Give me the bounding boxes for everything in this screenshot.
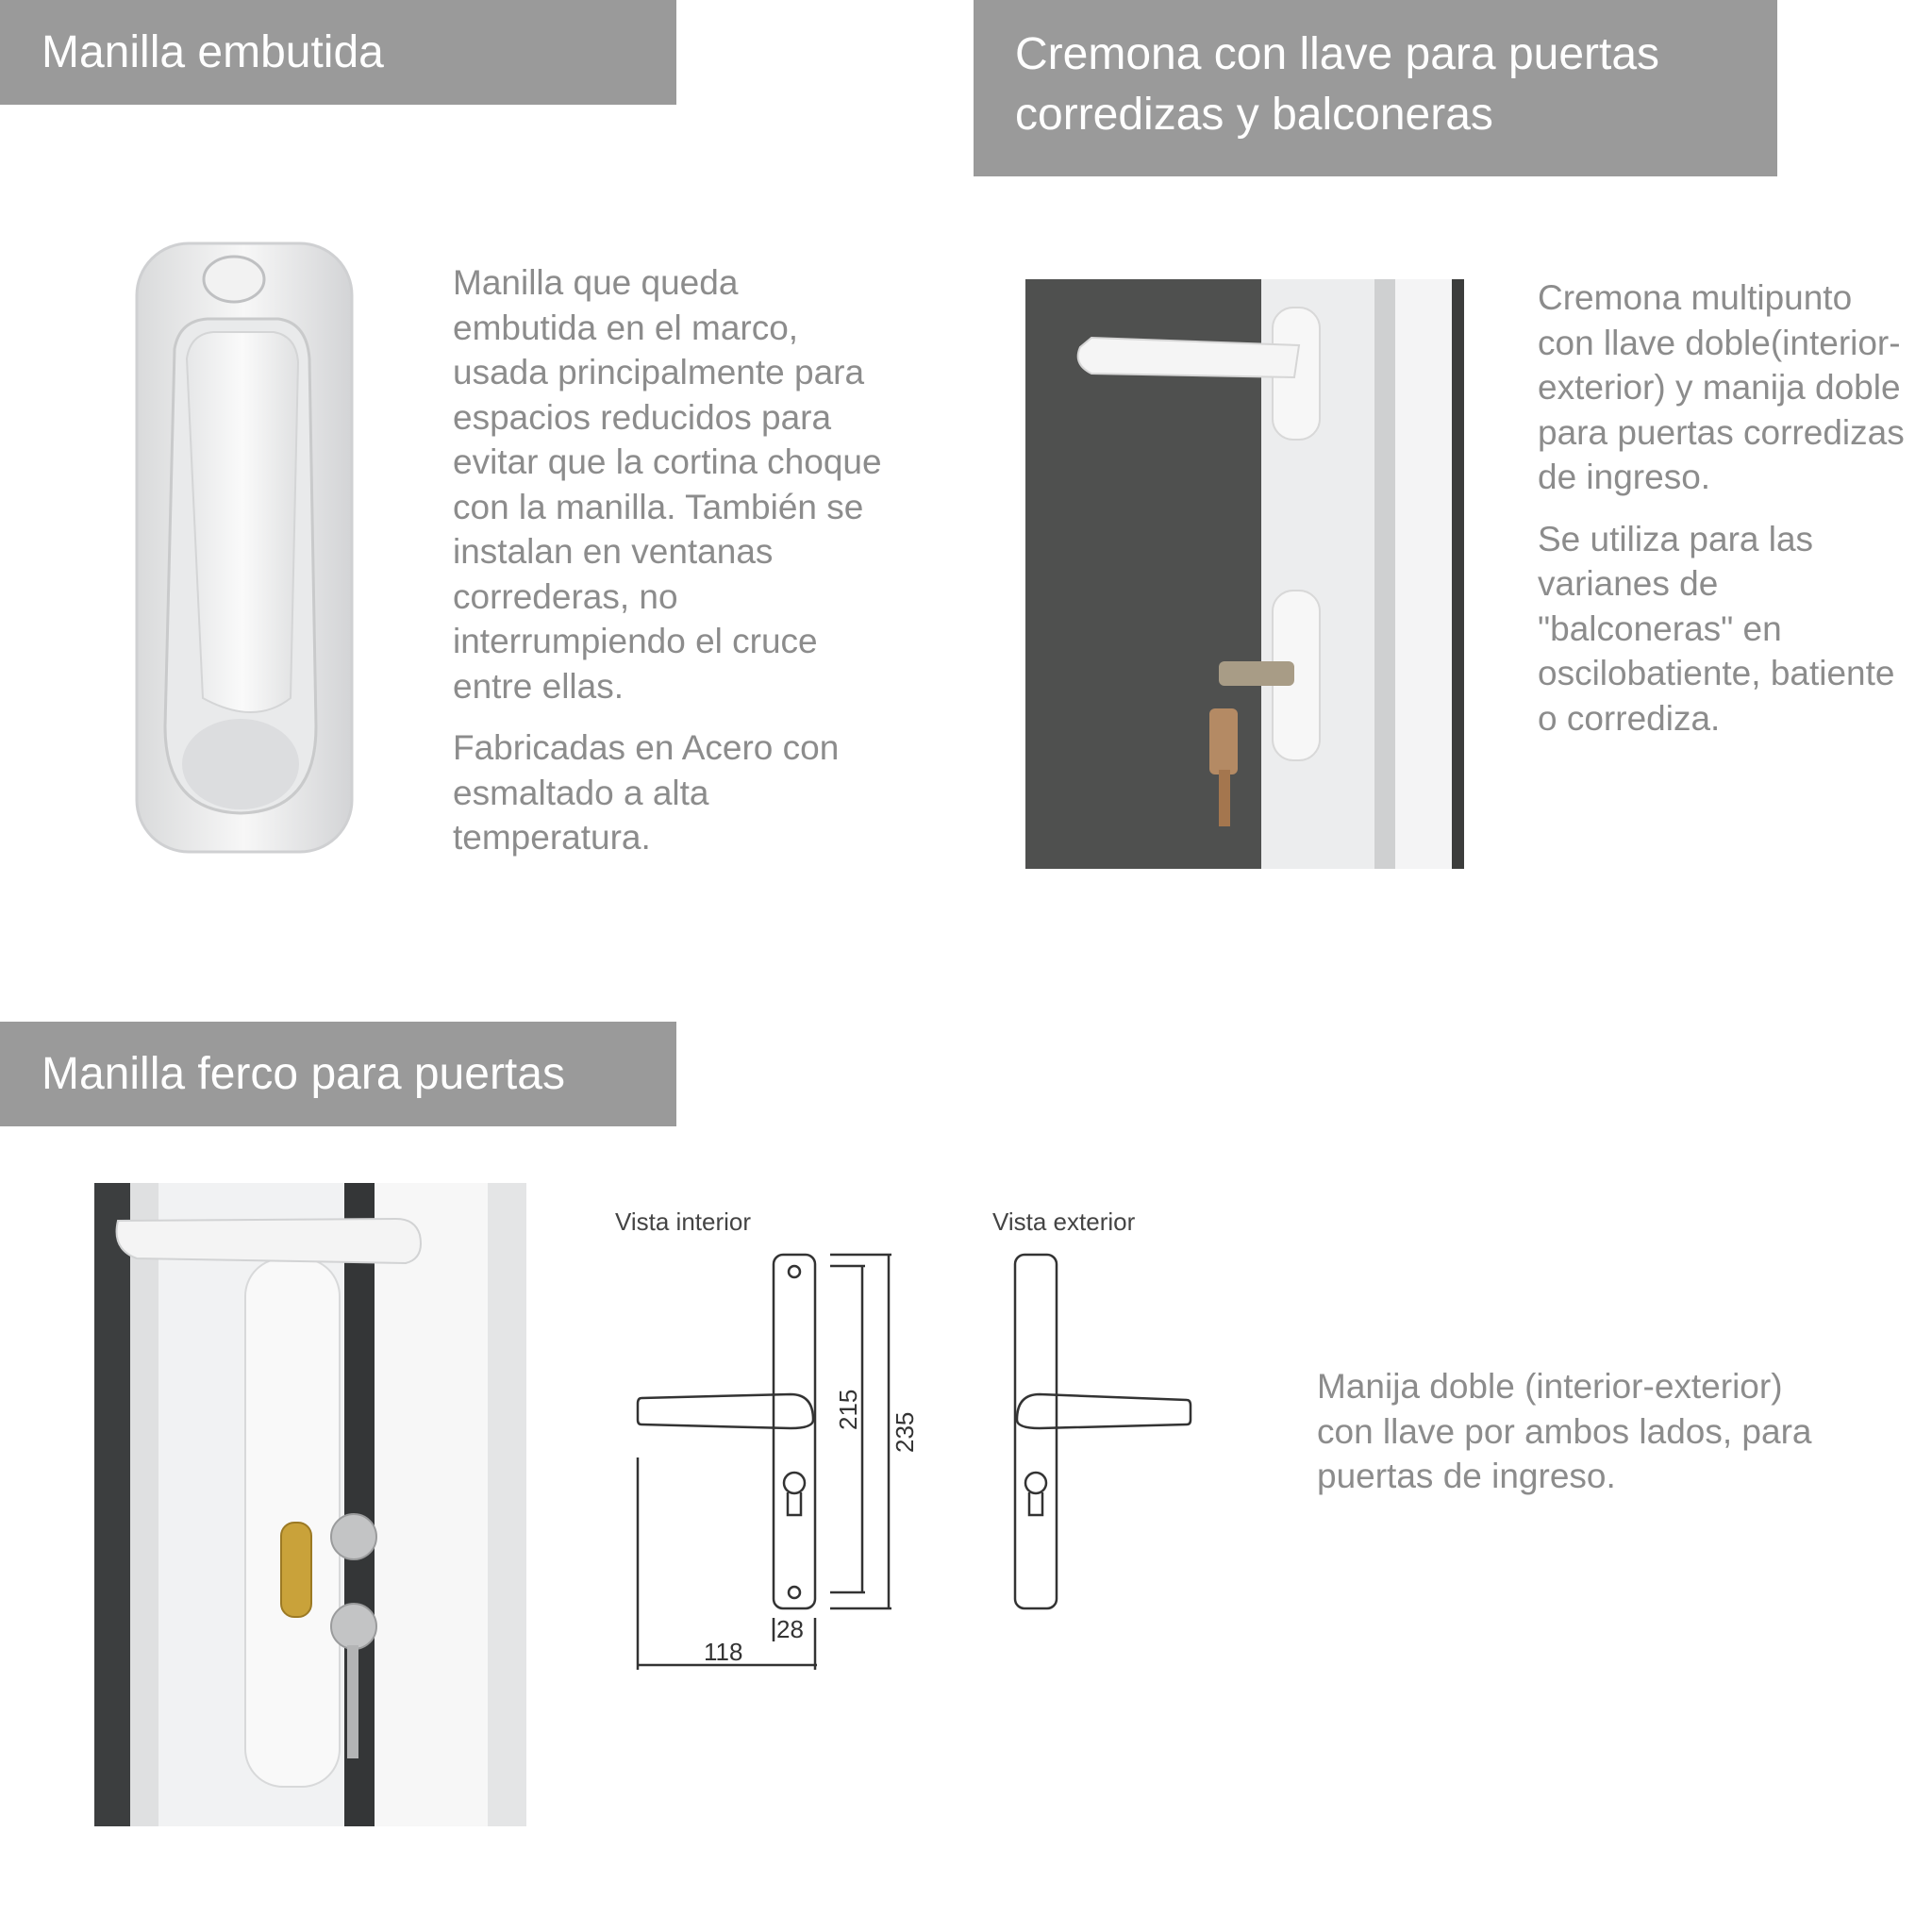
interior-view-label: Vista interior: [615, 1208, 752, 1236]
description-paragraph: Cremona multipunto con llave doble(interior-exterior) y manija doble para puertas corredizas de ingreso.: [1538, 278, 1905, 496]
exterior-view-label: Vista exterior: [992, 1208, 1136, 1236]
section-title: Manilla ferco para puertas: [42, 1049, 565, 1099]
section-title-line-2: corredizas y balconeras: [1015, 90, 1493, 140]
dimension-plate-width: 28: [776, 1615, 804, 1643]
dimension-outer-height: 235: [891, 1411, 919, 1453]
description-paragraph: Manija doble (interior-exterior) con llave por ambos lados, para puertas de ingreso.: [1317, 1367, 1812, 1495]
interior-plate: [774, 1255, 815, 1608]
dimension-width: 118: [704, 1638, 743, 1666]
description-paragraph: Manilla que queda embutida en el marco, usada principalmente para espacios reducidos para evitar que la cortina choque con la manilla. También se instalan en ventanas correderas, no interrumpiendo el cruce entre ellas.: [453, 263, 882, 706]
section-title-line-1: Cremona con llave para puertas: [1015, 29, 1660, 79]
description-paragraph: Fabricadas en Acero con esmaltado a alta temperatura.: [453, 728, 840, 857]
dimension-inner-height: 215: [834, 1389, 862, 1430]
keyhole-icon: [1025, 1473, 1046, 1493]
screw-icon: [789, 1266, 800, 1277]
exterior-lever: [1017, 1394, 1191, 1428]
interior-lever: [638, 1394, 813, 1428]
section-title: Manilla embutida: [42, 27, 384, 77]
keyhole-icon: [784, 1473, 805, 1493]
description-paragraph: Se utiliza para las varianes de "balconeras" en oscilobatiente, batiente o corrediza.: [1538, 519, 1895, 738]
exterior-plate: [1015, 1255, 1057, 1608]
screw-icon: [789, 1587, 800, 1598]
